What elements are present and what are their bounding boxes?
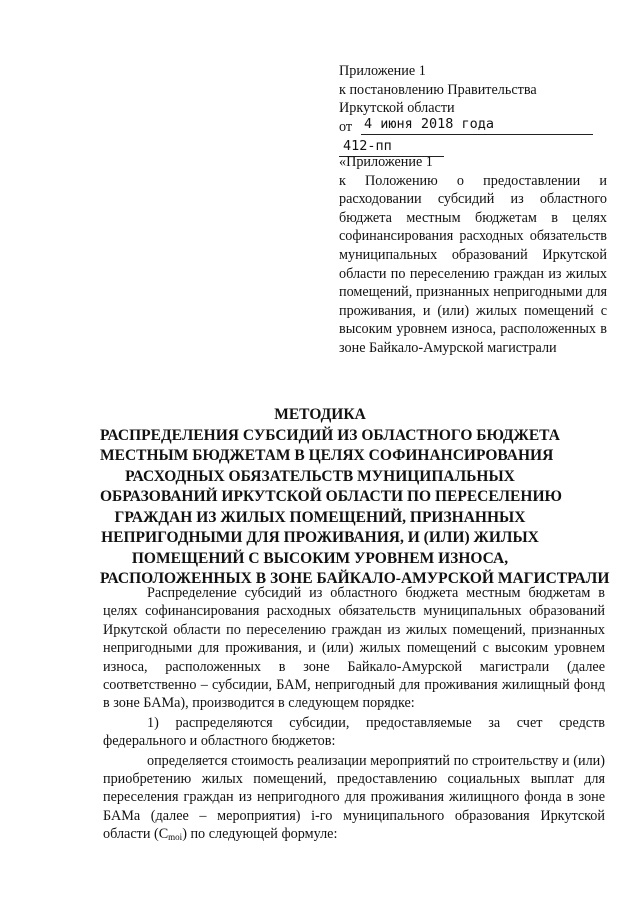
appendix-resolution: к постановлению Правительства: [339, 81, 537, 98]
title-line: МЕСТНЫМ БЮДЖЕТАМ В ЦЕЛЯХ СОФИНАНСИРОВАНИЯ: [100, 447, 554, 464]
inner-appendix-body: к Положению о предоставлении и расходовании субсидий из областного бюджета местным бюджетам в целях софинансирования расходных обязательств муниципальных образований Иркутской области по переселению граждан из жилых помещений, признанных непригодными для проживания, и (или) жилых помещений с высоким уровнем износа, расположенных в зоне Байкало-Амурской магистрали: [339, 172, 607, 356]
title-line: ОБРАЗОВАНИЙ ИРКУТСКОЙ ОБЛАСТИ ПО ПЕРЕСЕЛЕНИЮ: [100, 488, 562, 505]
cost-subscript: moi: [168, 832, 183, 843]
title-line: РАСПОЛОЖЕННЫХ В ЗОНЕ БАЙКАЛО-АМУРСКОЙ МАГИСТРАЛИ: [100, 570, 610, 587]
resolution-date: 4 июня 2018 года: [364, 115, 495, 132]
paragraph-3-text: определяется стоимость реализации мероприятий по строительству и (или) приобретению жилых помещений, предоставлению социальных выплат для переселения граждан из непригодного для проживания жилищного фонда в зоне БАМа (далее – мероприятия) i-го муниципального образования Иркутской области (С: [103, 752, 605, 843]
appendix-header: [339, 62, 607, 157]
appendix-region: Иркутской области: [339, 100, 455, 116]
title-line: МЕТОДИКА: [274, 406, 366, 423]
body-paragraph-2: 1) распределяются субсидии, предоставляемые за счет средств федерального и областного бюджетов:: [103, 714, 605, 750]
title-line: ГРАЖДАН ИЗ ЖИЛЫХ ПОМЕЩЕНИЙ, ПРИЗНАННЫХ: [114, 508, 526, 526]
resolution-number: 412-пп: [343, 137, 392, 154]
paragraph-3-end: ) по следующей формуле:: [182, 826, 338, 843]
title-line: ПОМЕЩЕНИЙ С ВЫСОКИМ УРОВНЕМ ИЗНОСА,: [131, 549, 509, 567]
title-line: НЕПРИГОДНЫМИ ДЛЯ ПРОЖИВАНИЯ, И (ИЛИ) ЖИЛЫХ: [101, 529, 539, 546]
title-line: РАСХОДНЫХ ОБЯЗАТЕЛЬСТВ МУНИЦИПАЛЬНЫХ: [125, 467, 515, 485]
inner-appendix: [339, 153, 607, 358]
inner-appendix-heading: «Приложение 1: [339, 154, 433, 170]
appendix-date-row: [339, 115, 607, 137]
from-label: от: [339, 118, 353, 135]
document-title: [100, 405, 610, 590]
document-body: [103, 584, 605, 844]
appendix-label: Приложение 1: [339, 63, 426, 79]
date-underline: [361, 134, 593, 135]
body-paragraph-3: [103, 752, 605, 844]
title-line: РАСПРЕДЕЛЕНИЯ СУБСИДИЙ ИЗ ОБЛАСТНОГО БЮДЖЕТА: [100, 426, 560, 444]
body-paragraph-1: Распределение субсидий из областного бюджета местным бюджетам в целях софинансирования расходных обязательств муниципальных образований Иркутской области по переселению граждан из жилых помещений, признанных непригодными для проживания, и (или) жилых помещений с высоким уровнем износа, расположенных в зоне Байкало-Амурской магистрали (далее соответственно – субсидии, БАМ, непригодный для проживания жилищный фонд в зоне БАМа), производится в следующем порядке:: [103, 585, 605, 712]
